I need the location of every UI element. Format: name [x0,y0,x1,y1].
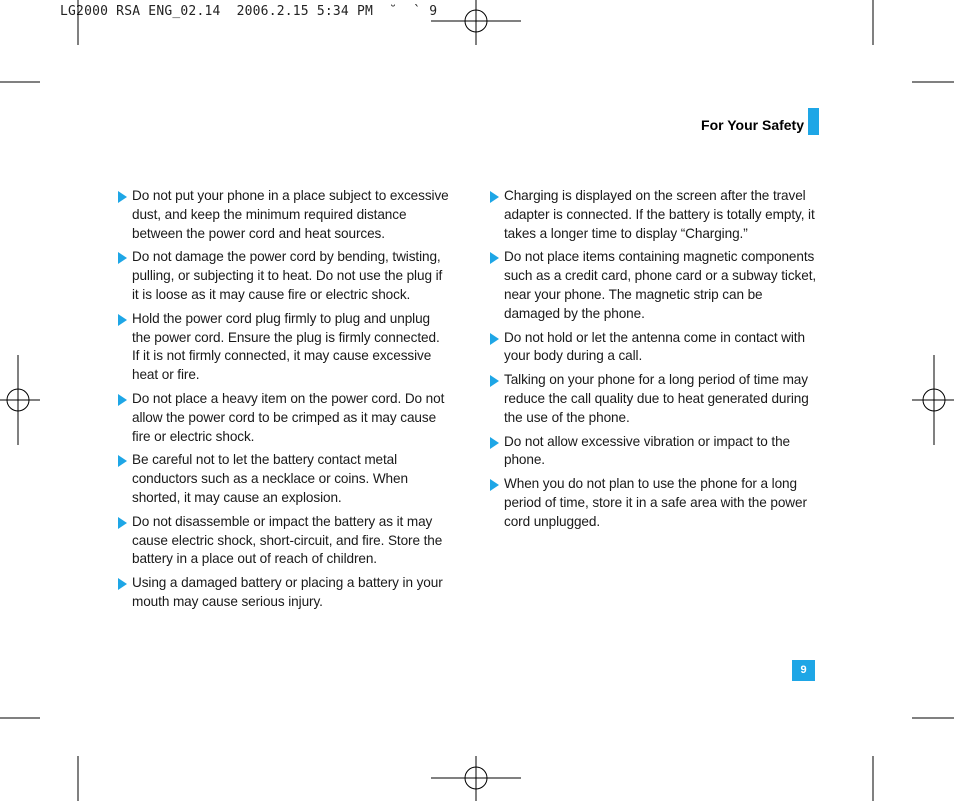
list-item [118,187,450,243]
list-item-text: When you do not plan to use the phone for a long period of time, store it in a safe area with the power cord unplugged. [504,476,807,529]
section-title: For Your Safety [701,117,804,133]
list-item-text: Hold the power cord plug firmly to plug and unplug the power cord. Ensure the plug is firmly connected. If it is not firmly connected, it may cause excessive heat or fire. [132,310,440,383]
list-item-text: Do not place items containing magnetic components such as a credit card, phone card or a subway ticket, near your phone. The magnetic strip can be damaged by the phone. [504,249,817,321]
list-item [118,390,450,446]
triangle-bullet-icon [490,437,499,449]
triangle-bullet-icon [490,479,499,491]
list-item-text: Charging is displayed on the screen after the travel adapter is connected. If the battery is totally empty, it takes a longer time to display “Charging.” [504,188,815,241]
list-item-text: Do not damage the power cord by bending, twisting, pulling, or subjecting it to heat. Do not use the plug if it is loose as it may cause fire or electric shock. [132,249,443,302]
triangle-bullet-icon [118,252,127,264]
triangle-bullet-icon [490,191,499,203]
list-item [118,451,450,507]
triangle-bullet-icon [118,455,127,467]
list-item-text: Talking on your phone for a long period of time may reduce the call quality due to heat generated during the use of the phone. [504,372,809,425]
registration-mark-left-icon [0,355,40,445]
list-item [490,248,820,323]
triangle-bullet-icon [490,333,499,345]
registration-mark-bottom-icon [431,756,521,801]
print-slug: LG2000 RSA ENG_02.14 2006.2.15 5:34 PM ˘ ` 9 [60,4,438,19]
triangle-bullet-icon [118,517,127,529]
list-item [118,248,450,304]
list-item-text: Do not place a heavy item on the power cord. Do not allow the power cord to be crimped as it may cause fire or electric shock. [132,390,445,444]
list-item-text: Do not disassemble or impact the battery as it may cause electric shock, short-circuit, and fire. Store the battery in a place out of reach of children. [132,513,443,567]
triangle-bullet-icon [490,375,499,387]
registration-mark-top-icon [431,0,521,45]
list-item [490,475,820,531]
list-item [118,574,450,612]
list-item-text: Be careful not to let the battery contact metal conductors such as a necklace or coins. When shorted, it may cause an explosion. [132,452,408,505]
list-item [490,433,820,471]
list-item [490,371,820,427]
section-tab-marker [808,108,819,135]
list-item [118,310,450,385]
list-item [490,187,820,243]
list-item [118,513,450,569]
list-item-text: Do not put your phone in a place subject to excessive dust, and keep the minimum required distance between the power cord and heat sources. [132,188,449,241]
triangle-bullet-icon [490,252,499,264]
list-item-text: Do not hold or let the antenna come in contact with your body during a call. [504,329,805,364]
triangle-bullet-icon [118,578,127,590]
list-item [490,329,820,367]
page-number: 9 [792,660,815,681]
list-item-text: Using a damaged battery or placing a battery in your mouth may cause serious injury. [132,575,443,609]
triangle-bullet-icon [118,394,127,406]
right-column-list [490,187,820,537]
triangle-bullet-icon [118,314,127,326]
registration-mark-right-icon [912,355,954,445]
left-column-list [118,187,450,617]
list-item-text: Do not allow excessive vibration or impact to the phone. [504,433,790,468]
triangle-bullet-icon [118,191,127,203]
